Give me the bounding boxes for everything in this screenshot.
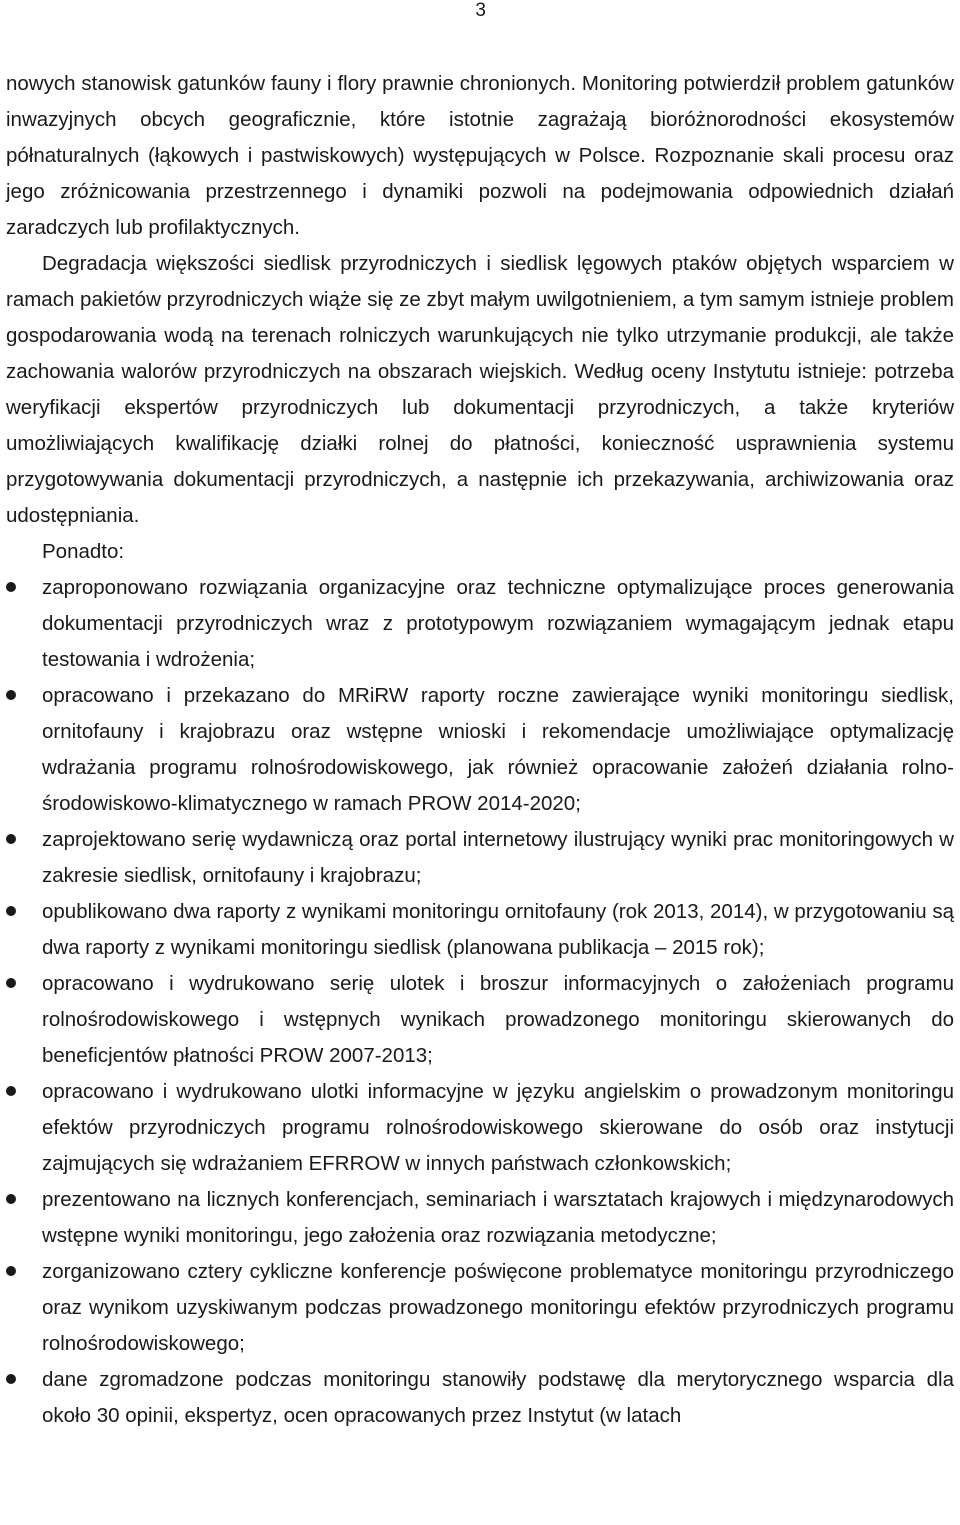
paragraph-degradation: Degradacja większości siedlisk przyrodniczych i siedlisk lęgowych ptaków objętych wsparciem w ramach pakietów przyrodniczych wiąże się ze zbyt małym uwilgotnieniem, a tym samym istnieje problem gospodarowania wodą na terenach rolniczych warunkujących nie tylko utrzymanie produkcji, ale także zachowania walorów przyrodniczych na obszarach wiejskich. Według oceny Instytutu istnieje: potrzeba weryfikacji ekspertów przyrodniczych lub dokumentacji przyrodniczych, a także kryteriów umożliwiających kwalifikację działki rolnej do płatności, konieczność usprawnienia systemu przygotowywania dokumentacji przyrodniczych, a następnie ich przekazywania, archiwizowania oraz udostępniania. — [6, 252, 954, 527]
bullet-icon — [6, 1374, 16, 1384]
list-item-text: zaprojektowano serię wydawniczą oraz portal internetowy ilustrujący wyniki prac monitoringowych w zakresie siedlisk, ornitofauny i krajobrazu; — [42, 828, 954, 887]
bullet-icon — [6, 1086, 16, 1096]
list-item — [6, 822, 954, 894]
list-item-text: zorganizowano cztery cykliczne konferencje poświęcone problematyce monitoringu przyrodniczego oraz wynikom uzyskiwanym podczas prowadzonego monitoringu efektów przyrodniczych programu rolnośrodowiskowego; — [42, 1260, 954, 1355]
bullet-icon — [6, 1266, 16, 1276]
list-item — [6, 1362, 954, 1434]
list-item — [6, 678, 954, 822]
list-item — [6, 570, 954, 678]
ponadto-heading: Ponadto: — [42, 540, 125, 563]
list-item-text: opracowano i wydrukowano serię ulotek i broszur informacyjnych o założeniach programu rolnośrodowiskowego i wstępnych wynikach prowadzonego monitoringu skierowanych do beneficjentów płatności PROW 2007-2013; — [42, 972, 954, 1067]
list-item-text: opracowano i przekazano do MRiRW raporty roczne zawierające wyniki monitoringu siedlisk, ornitofauny i krajobrazu oraz wstępne wnioski i rekomendacje umożliwiające optymalizację wdrażania programu rolnośrodowiskowego, jak również opracowanie założeń działania rolno-środowiskowo-klimatycznego w ramach PROW 2014-2020; — [42, 684, 954, 815]
achievements-list — [6, 570, 954, 1434]
page-number: 3 — [475, 0, 486, 21]
document-body — [6, 66, 954, 1434]
list-item-text: opracowano i wydrukowano ulotki informacyjne w języku angielskim o prowadzonym monitoringu efektów przyrodniczych programu rolnośrodowiskowego skierowane do osób oraz instytucji zajmujących się wdrażaniem EFRROW w innych państwach członkowskich; — [42, 1080, 954, 1175]
list-item-text: zaproponowano rozwiązania organizacyjne oraz techniczne optymalizujące proces generowania dokumentacji przyrodniczych wraz z prototypowym rozwiązaniem wymagającym jednak etapu testowania i wdrożenia; — [42, 576, 954, 671]
paragraph-intro: nowych stanowisk gatunków fauny i flory prawnie chronionych. Monitoring potwierdził problem gatunków inwazyjnych obcych geograficznie, które istotnie zagrażają bioróżnorodności ekosystemów półnaturalnych (łąkowych i pastwiskowych) występujących w Polsce. Rozpoznanie skali procesu oraz jego zróżnicowania przestrzennego i dynamiki pozwoli na podejmowania odpowiednich działań zaradczych lub profilaktycznych. — [6, 72, 954, 239]
list-item — [6, 1074, 954, 1182]
list-item — [6, 894, 954, 966]
list-item — [6, 1254, 954, 1362]
bullet-icon — [6, 690, 16, 700]
list-item-text: opublikowano dwa raporty z wynikami monitoringu ornitofauny (rok 2013, 2014), w przygotowaniu są dwa raporty z wynikami monitoringu siedlisk (planowana publikacja – 2015 rok); — [42, 900, 954, 959]
bullet-icon — [6, 906, 16, 916]
bullet-icon — [6, 582, 16, 592]
list-item — [6, 966, 954, 1074]
list-item — [6, 1182, 954, 1254]
list-item-text: dane zgromadzone podczas monitoringu stanowiły podstawę dla merytorycznego wsparcia dla około 30 opinii, ekspertyz, ocen opracowanych przez Instytut (w latach — [42, 1368, 954, 1427]
bullet-icon — [6, 1194, 16, 1204]
bullet-icon — [6, 978, 16, 988]
list-item-text: prezentowano na licznych konferencjach, seminariach i warsztatach krajowych i międzynarodowych wstępne wyniki monitoringu, jego założenia oraz rozwiązania metodyczne; — [42, 1188, 954, 1247]
bullet-icon — [6, 834, 16, 844]
